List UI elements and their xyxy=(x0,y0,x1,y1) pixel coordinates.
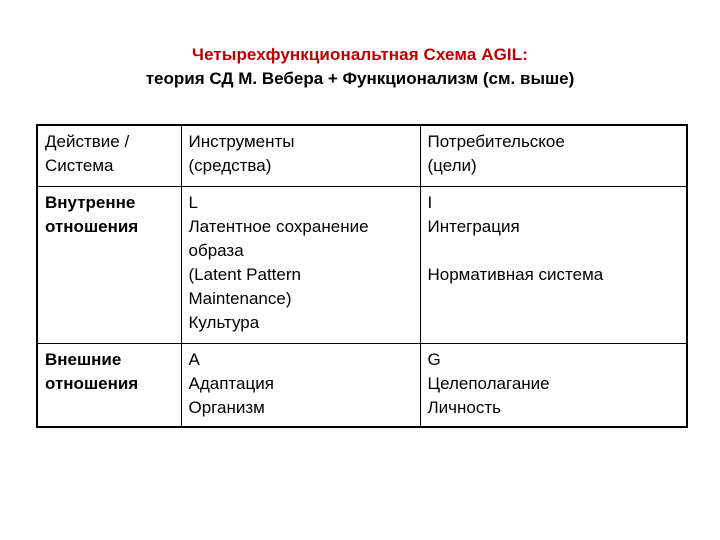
latent-line-3: образа xyxy=(188,241,244,260)
header-col1-line-2: Система xyxy=(45,156,114,175)
slide-title-line-1: Четырехфункциональтная Схема AGIL: xyxy=(192,45,528,64)
goal-line-2: Целеполагание xyxy=(427,374,550,393)
row-label-internal xyxy=(37,187,181,344)
integration-line-3: Нормативная система xyxy=(427,265,604,284)
latent-line-6: Культура xyxy=(188,313,260,332)
header-col2-line-1: Инструменты xyxy=(188,132,295,151)
row-label-external xyxy=(37,344,181,428)
integration-spacer xyxy=(428,239,681,263)
adaptation-line-2: Адаптация xyxy=(188,374,274,393)
header-cell-action-system xyxy=(37,125,181,187)
agil-scheme-table xyxy=(36,124,688,428)
external-label-line-2: отношения xyxy=(45,374,139,393)
internal-label-line-2: отношения xyxy=(45,217,139,236)
header-col3-line-1: Потребительское xyxy=(427,132,565,151)
header-cell-instruments xyxy=(181,125,420,187)
cell-integration xyxy=(420,187,687,344)
latent-line-1: L xyxy=(188,193,198,212)
cell-adaptation xyxy=(181,344,420,428)
header-col1-line-1: Действие / xyxy=(45,132,130,151)
latent-line-5: Maintenance) xyxy=(188,289,292,308)
goal-line-3: Личность xyxy=(427,398,501,417)
goal-line-1: G xyxy=(427,350,441,369)
table-header-row xyxy=(37,125,687,187)
integration-line-1: I xyxy=(427,193,433,212)
cell-goal-attainment xyxy=(420,344,687,428)
table-row-internal-relations xyxy=(37,187,687,344)
slide-title-line-2: теория СД М. Вебера + Функционализм (см. выше) xyxy=(145,69,575,88)
integration-line-2: Интеграция xyxy=(427,217,520,236)
latent-line-2: Латентное сохранение xyxy=(188,217,369,236)
table-row-external-relations xyxy=(37,344,687,428)
header-col3-line-2: (цели) xyxy=(427,156,477,175)
adaptation-line-1: A xyxy=(188,350,200,369)
adaptation-line-3: Организм xyxy=(188,398,265,417)
external-label-line-1: Внешние xyxy=(45,350,122,369)
cell-latent-pattern xyxy=(181,187,420,344)
internal-label-line-1: Внутренне xyxy=(45,193,136,212)
header-col2-line-2: (средства) xyxy=(188,156,272,175)
header-cell-consummatory xyxy=(420,125,687,187)
latent-line-4: (Latent Pattern xyxy=(188,265,301,284)
